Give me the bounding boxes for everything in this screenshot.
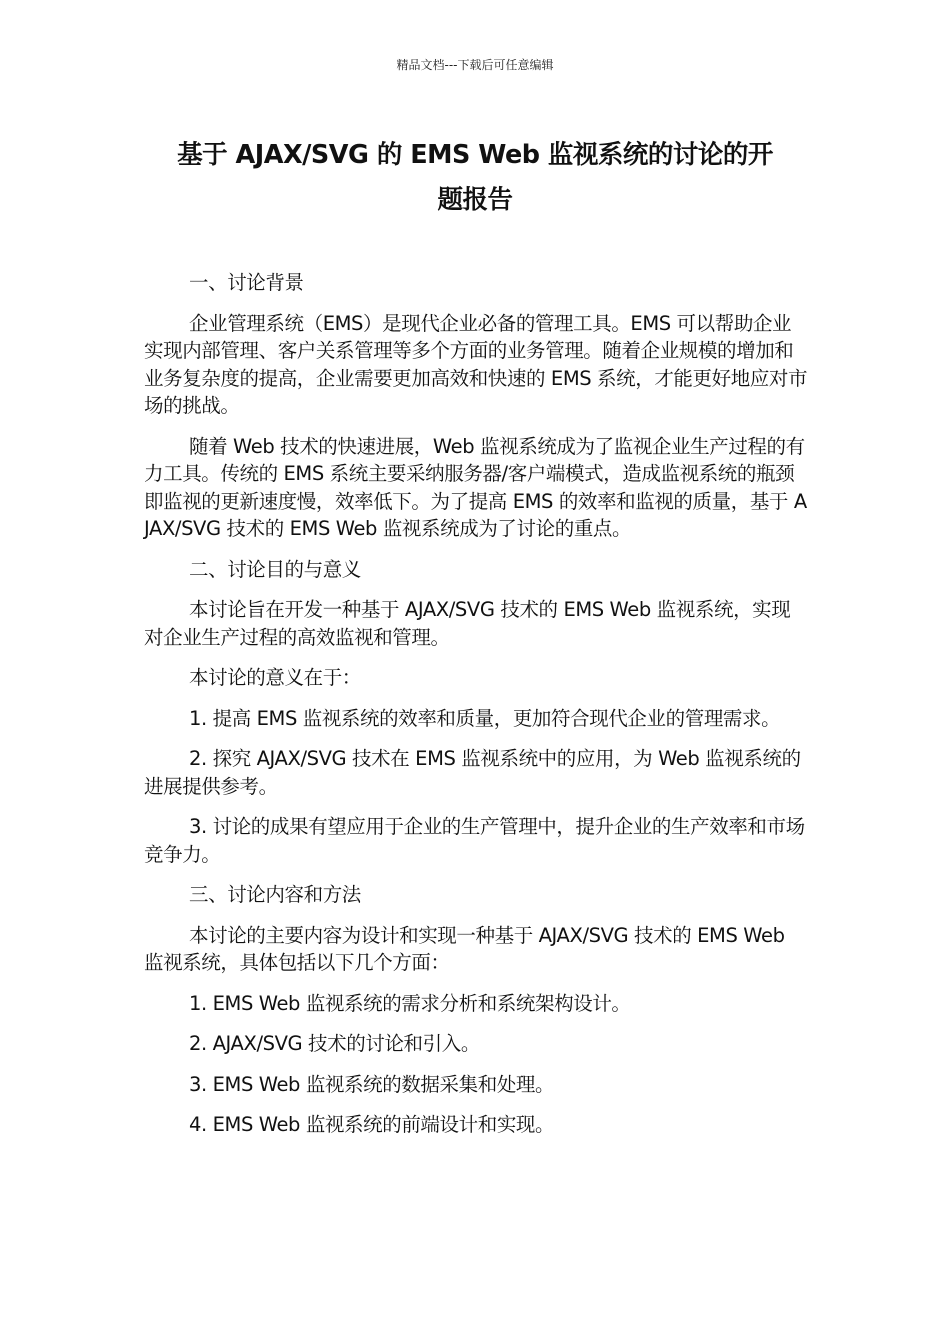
paragraph: 企业管理系统（EMS）是现代企业必备的管理工具。EMS 可以帮助企业实现内部管理、客户关系管理等多个方面的业务管理。随着企业规模的增加和业务复杂度的提高，企业需要更加高效和快速的 EMS 系统，才能更好地应对市场的挑战。 (144, 311, 808, 417)
paragraph: 本讨论旨在开发一种基于 AJAX/SVG 技术的 EMS Web 监视系统，实现对企业生产过程的高效监视和管理。 (144, 598, 791, 649)
list-item: 2. AJAX/SVG 技术的讨论和引入。 (189, 1032, 480, 1055)
document-body (144, 269, 809, 1152)
header-note: 精品文档---下载后可任意编辑 (396, 58, 554, 72)
list-item: 3. 讨论的成果有望应用于企业的生产管理中，提升企业的生产效率和市场竞争力。 (144, 815, 805, 866)
section-heading-methods: 三、讨论内容和方法 (189, 883, 361, 906)
document-title (150, 133, 800, 223)
list-item: 4. EMS Web 监视系统的前端设计和实现。 (189, 1113, 555, 1136)
title-line-2: 题报告 (437, 185, 513, 215)
paragraph: 本讨论的意义在于： (189, 666, 361, 689)
list-item: 2. 探究 AJAX/SVG 技术在 EMS 监视系统中的应用，为 Web 监视系统的进展提供参考。 (144, 747, 801, 798)
title-line-1: 基于 AJAX/SVG 的 EMS Web 监视系统的讨论的开 (177, 140, 773, 170)
list-item: 1. EMS Web 监视系统的需求分析和系统架构设计。 (189, 991, 631, 1015)
list-item: 3. EMS Web 监视系统的数据采集和处理。 (189, 1072, 555, 1096)
paragraph: 随着 Web 技术的快速进展，Web 监视系统成为了监视企业生产过程的有力工具。传统的 EMS 系统主要采纳服务器/客户端模式，造成监视系统的瓶颈即监视的更新速度慢，效率低下。为了提高 EMS 的效率和监视的质量，基于 AJAX/SVG 技术的 EMS Web 监视系统成为了讨论的重点。 (144, 434, 807, 540)
section-heading-purpose: 二、讨论目的与意义 (189, 557, 361, 581)
paragraph: 本讨论的主要内容为设计和实现一种基于 AJAX/SVG 技术的 EMS Web 监视系统，具体包括以下几个方面： (144, 923, 785, 974)
section-heading-background: 一、讨论背景 (189, 271, 304, 294)
list-item: 1. 提高 EMS 监视系统的效率和质量，更加符合现代企业的管理需求。 (189, 706, 781, 730)
